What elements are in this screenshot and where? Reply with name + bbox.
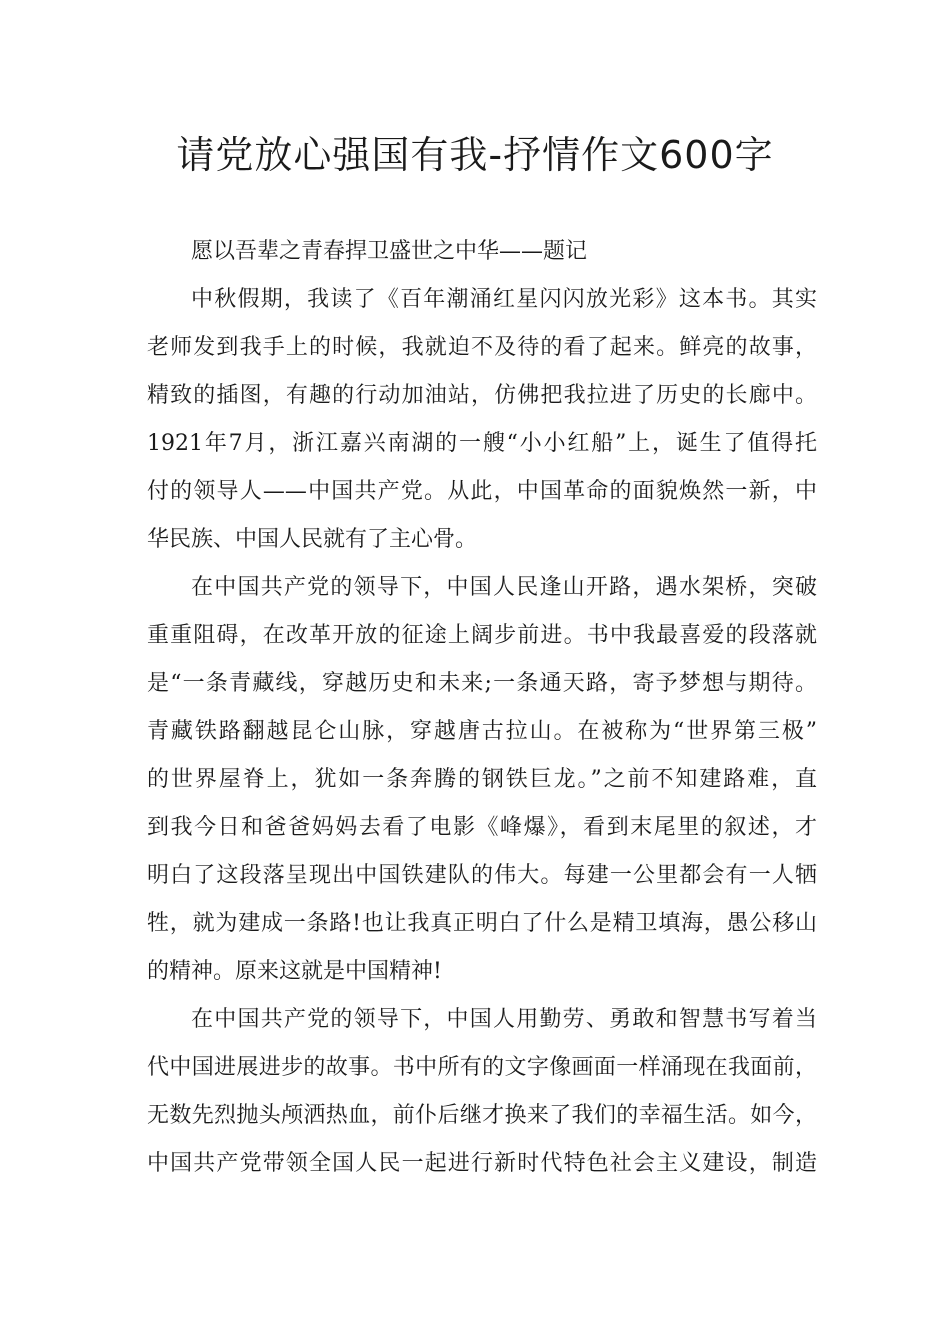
paragraph-line: 在中国共产党的领导下，中国人民逢山开路，遇水架桥，突破 <box>191 575 817 600</box>
paragraph-epigraph <box>147 233 817 270</box>
paragraph-line: 华民族、中国人民就有了主心骨。 <box>147 527 478 552</box>
paragraph-line: 的世界屋脊上，犹如一条奔腾的钢铁巨龙。”之前不知建路难，直 <box>147 767 817 792</box>
paragraph-line: 重重阻碍，在改革开放的征途上阔步前进。书中我最喜爱的段落就 <box>147 623 817 648</box>
paragraph-line: 在中国共产党的领导下，中国人用勤劳、勇敢和智慧书写着当 <box>191 1007 817 1032</box>
paragraph-line: 到我今日和爸爸妈妈去看了电影《峰爆》，看到末尾里的叙述，才 <box>147 815 817 840</box>
paragraph-line: 明白了这段落呈现出中国铁建队的伟大。每建一公里都会有一人牺 <box>147 863 817 888</box>
paragraph-line: 1921年7月，浙江嘉兴南湖的一艘“小小红船”上，诞生了值得托 <box>147 431 817 456</box>
document-title: 请党放心强国有我-抒情作文600字 <box>176 133 774 177</box>
paragraph-line: 的精神。原来这就是中国精神! <box>147 959 442 984</box>
paragraph-line: 牲，就为建成一条路!也让我真正明白了什么是精卫填海，愚公移山 <box>147 911 817 936</box>
paragraph-line: 老师发到我手上的时候，我就迫不及待的看了起来。鲜亮的故事， <box>147 335 817 360</box>
paragraph-line: 青藏铁路翻越昆仑山脉，穿越唐古拉山。在被称为“世界第三极” <box>147 719 817 744</box>
paragraph-line: 代中国进展进步的故事。书中所有的文字像画面一样涌现在我面前， <box>147 1055 817 1080</box>
document-body <box>147 233 817 1193</box>
paragraph-line: 中国共产党带领全国人民一起进行新时代特色社会主义建设，制造 <box>147 1151 817 1176</box>
paragraph-line: 中秋假期，我读了《百年潮涌红星闪闪放光彩》这本书。其实 <box>191 287 817 312</box>
paragraph-line: 是“一条青藏线，穿越历史和未来;一条通天路，寄予梦想与期待。 <box>147 671 817 696</box>
paragraph-line: 付的领导人——中国共产党。从此，中国革命的面貌焕然一新，中 <box>147 479 817 504</box>
paragraph-line: 无数先烈抛头颅洒热血，前仆后继才换来了我们的幸福生活。如今， <box>147 1103 817 1128</box>
paragraph-line: 愿以吾辈之青春捍卫盛世之中华——题记 <box>191 239 588 264</box>
paragraph-line: 精致的插图，有趣的行动加油站，仿佛把我拉进了历史的长廊中。 <box>147 383 817 408</box>
paragraph-3 <box>147 1001 817 1182</box>
paragraph-1 <box>147 281 817 558</box>
paragraph-2 <box>147 569 817 990</box>
